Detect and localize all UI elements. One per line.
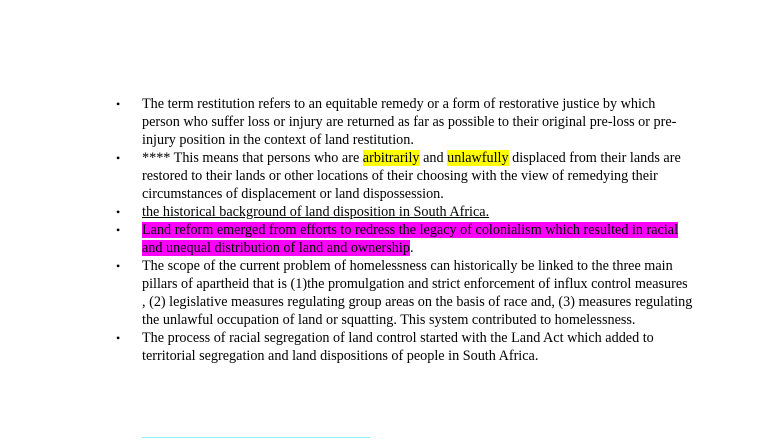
bullet-glyph: •	[116, 205, 121, 219]
bullet-item	[114, 221, 694, 257]
bullet-glyph: •	[116, 223, 121, 237]
bullet-item	[114, 257, 694, 329]
highlighted-text: Land reform emerged from efforts to redress the legacy of colonialism which resulted in racial and unequal distribution of land and ownership	[142, 222, 679, 256]
bullet-text	[142, 222, 678, 256]
bullet-glyph: •	[116, 331, 121, 345]
text-run: **** This means that persons who are	[142, 150, 363, 166]
bullet-glyph: •	[116, 259, 121, 273]
text-run: The process of racial segregation of land control started with the Land Act which added to territorial segregation and land dispositions of people in South Africa.	[142, 330, 654, 364]
bullet-glyph: •	[116, 97, 121, 111]
text-run: displaced from their lands are restored to their lands or other locations of their choosing with the view of remedying their circumstances of displacement or land dispossession.	[142, 150, 681, 202]
bullet-text	[142, 204, 489, 220]
bullet-text	[142, 96, 676, 148]
bullet-text	[142, 330, 654, 364]
highlighted-text: arbitrarily	[362, 150, 420, 166]
bullet-text	[142, 150, 681, 202]
text-run: and	[419, 150, 448, 166]
cyan-rule-divider	[142, 437, 370, 438]
bullet-text	[142, 258, 692, 328]
underlined-text: the historical background of land disposition in South Africa.	[142, 204, 490, 220]
bullet-item	[114, 149, 694, 203]
text-run: The scope of the current problem of homelessness can historically be linked to the three main pillars of apartheid that is (1)the promulgation and strict enforcement of influx control measures , (2) legislative measures regulating group areas on the basis of race and, (3) measures regulating the unlawful occupation of land or squatting. This system contributed to homelessness.	[142, 258, 693, 328]
bullet-item	[114, 203, 694, 221]
text-run: .	[409, 240, 414, 256]
highlighted-text: unlawfully	[447, 150, 509, 166]
bullet-item	[114, 95, 694, 149]
bullet-glyph: •	[116, 151, 121, 165]
text-run: The term restitution refers to an equitable remedy or a form of restorative justice by which person who suffer loss or injury are returned as far as possible to their original pre-loss or pre-injury position in the context of land restitution.	[142, 96, 677, 148]
bullet-item	[114, 329, 694, 365]
bullet-list	[114, 95, 694, 365]
